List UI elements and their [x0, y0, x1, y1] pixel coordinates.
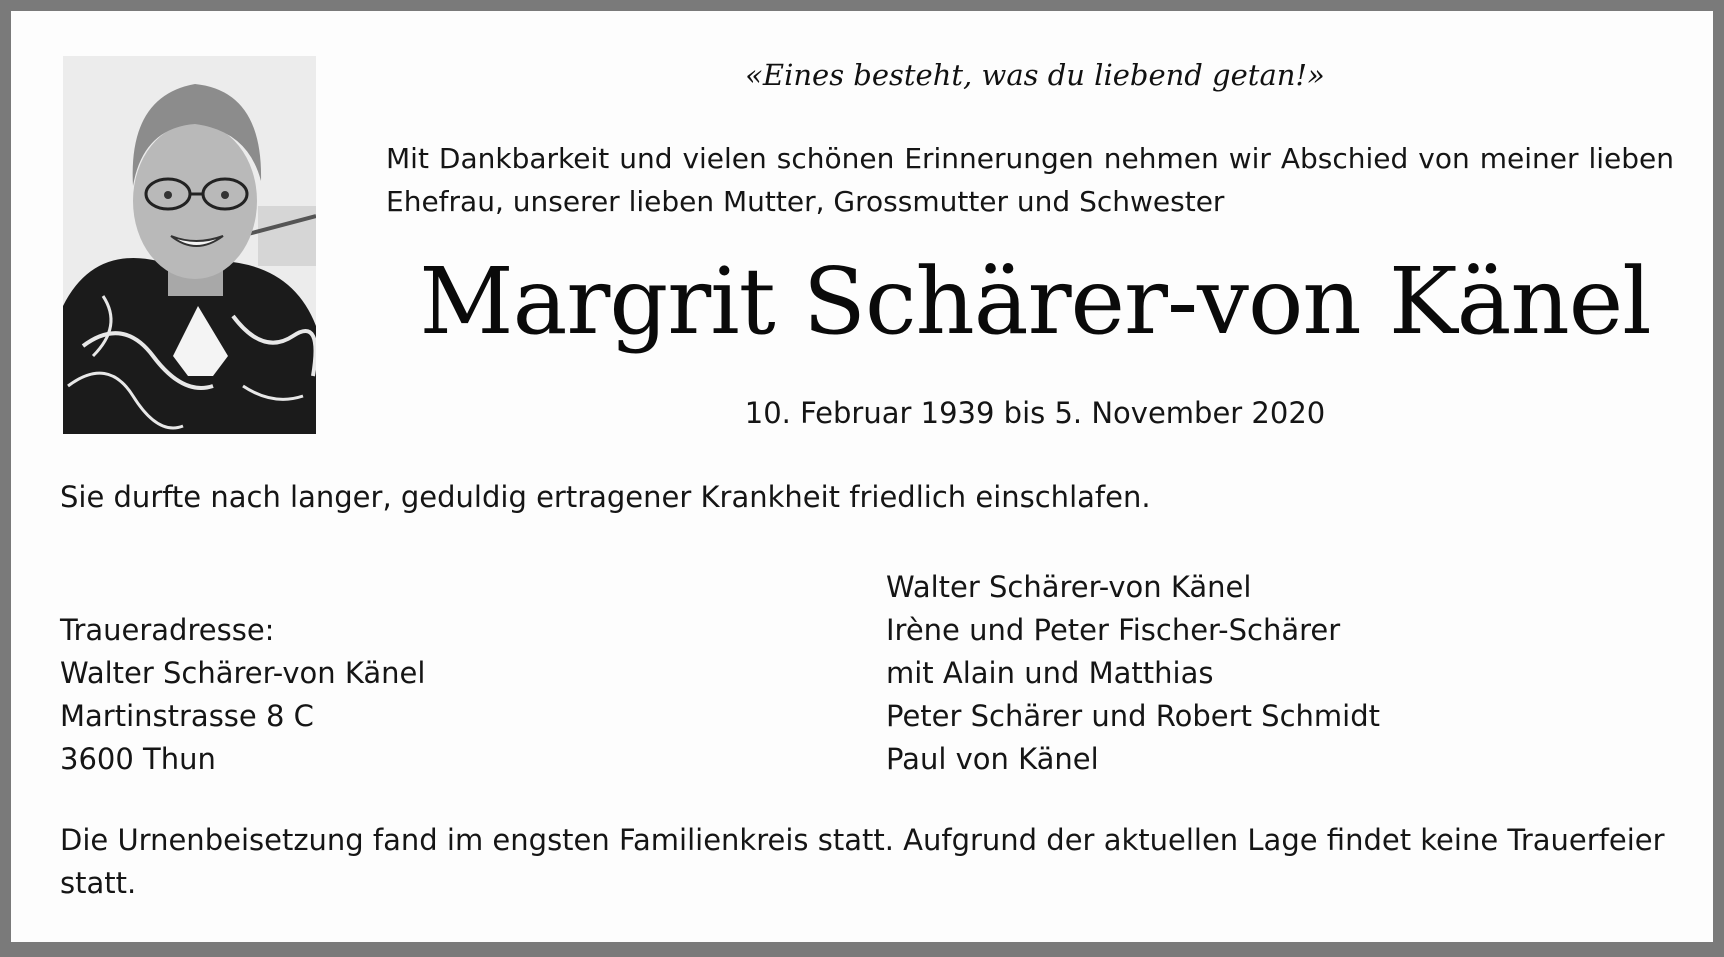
family-member: Walter Schärer-von Känel: [886, 570, 1252, 604]
closing-text: Die Urnenbeisetzung fand im engsten Familienkreis statt. Aufgrund der aktuellen Lage findet keine Trauerfeier statt.: [60, 823, 1665, 900]
family-member: mit Alain und Matthias: [886, 656, 1214, 690]
quote: «Eines besteht, was du liebend getan!»: [745, 58, 1325, 92]
life-dates: 10. Februar 1939 bis 5. November 2020: [744, 396, 1326, 430]
family-list: [886, 566, 1380, 781]
deceased-name: Margrit Schärer-von Känel: [419, 248, 1651, 355]
mourning-address: [60, 609, 425, 781]
address-line: Walter Schärer-von Känel: [60, 656, 426, 690]
address-line: 3600 Thun: [60, 742, 216, 776]
intro-text: Mit Dankbarkeit und vielen schönen Erinnerungen nehmen wir Abschied von meiner lieben Ehefrau, unserer lieben Mutter, Grossmutter und Schwester: [386, 142, 1674, 218]
address-label: Traueradresse:: [60, 613, 275, 647]
portrait-image: [63, 56, 316, 434]
passing-text: Sie durfte nach langer, geduldig ertragener Krankheit friedlich einschlafen.: [60, 480, 1151, 514]
portrait-photo: [63, 56, 316, 434]
address-line: Martinstrasse 8 C: [60, 699, 314, 733]
family-member: Irène und Peter Fischer-Schärer: [886, 613, 1341, 647]
obituary-notice: [11, 11, 1713, 942]
family-member: Peter Schärer und Robert Schmidt: [886, 699, 1380, 733]
family-member: Paul von Känel: [886, 742, 1099, 776]
